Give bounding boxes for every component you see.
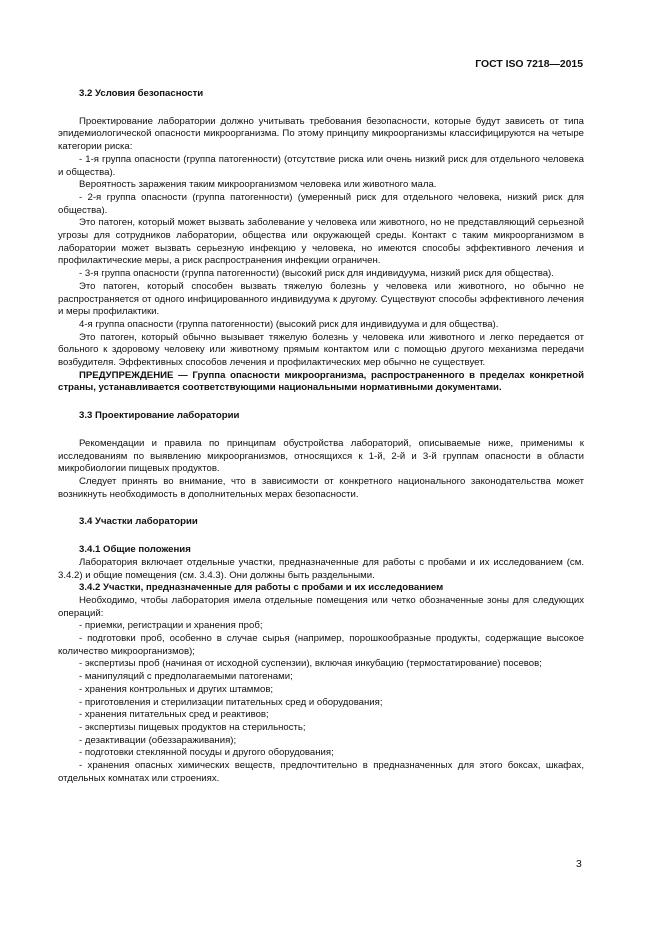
page-content	[58, 88, 584, 785]
subsection-heading-3-4-2: 3.4.2 Участки, предназначенные для работы с пробами и их исследованием	[79, 582, 444, 594]
paragraph: Это патоген, который способен вызвать тяжелую болезнь у человека или животного, но обычно не распространяется от одного инфицированного индивидуума к другому. Существуют способы эффективного лечения и меры профилактики.	[58, 280, 584, 318]
paragraph: Необходимо, чтобы лаборатория имела отдельные помещения или четко обозначенные зоны для следующих операций:	[58, 594, 584, 619]
section-heading-3-2: 3.2 Условия безопасности	[79, 88, 204, 99]
list-item: - дезактивации (обеззараживания);	[79, 734, 237, 746]
list-item: - хранения контрольных и других штаммов;	[79, 683, 274, 695]
paragraph: Это патоген, который обычно вызывает тяжелую болезнь у человека или животного и легко передается от больного к здоровому человеку или животному прямым контактом или с помощью другого механизма передачи возбудителя. Эффективных способов лечения и профилактических мер обычно не существует.	[58, 331, 584, 369]
paragraph: Следует принять во внимание, что в зависимости от конкретного национального законодательства может возникнуть необходимость в дополнительных мерах безопасности.	[58, 475, 584, 500]
list-item: - приготовления и стерилизации питательных сред и оборудования;	[79, 696, 383, 708]
paragraph: 4-я группа опасности (группа патогенности) (высокий риск для индивидуума и для общества).	[79, 318, 499, 330]
paragraph: - 1-я группа опасности (группа патогенности) (отсутствие риска или очень низкий риск для отдельного человека и общества).	[58, 153, 584, 178]
list-item: - подготовки стеклянной посуды и другого оборудования;	[79, 747, 334, 759]
section-heading-3-4: 3.4 Участки лаборатории	[79, 516, 198, 528]
paragraph: Это патоген, который может вызвать заболевание у человека или животного, но не представляющий серьезной угрозы для сотрудников лаборатории, общества или окружающей среды. Контакт с таким микроорганизмом в лаборатории может вызвать серьезную инфекцию у человека, но имеются способы эффективного лечения и профилактические меры, а риск распространения инфекции ограничен.	[58, 217, 584, 267]
list-item: - хранения питательных сред и реактивов;	[79, 709, 269, 721]
paragraph: Лаборатория включает отдельные участки, предназначенные для работы с пробами и их исследованием (см. 3.4.2) и общие помещения (см. 3.4.3). Они должны быть раздельными.	[58, 556, 584, 581]
warning-paragraph: ПРЕДУПРЕЖДЕНИЕ — Группа опасности микроорганизма, распространенного в пределах конкретной страны, устанавливается соответствующими национальными нормативными документами.	[58, 369, 584, 394]
standard-header: ГОСТ ISO 7218—2015	[475, 59, 583, 70]
list-item: - подготовки проб, особенно в случае сырья (например, порошкообразные продукты, содержащие высокое количество микроорганизмов);	[58, 633, 584, 657]
paragraph: Проектирование лаборатории должно учитывать требования безопасности, которые будут зависеть от типа эпидемиологической опасности микроорганизма. По этому принципу микроорганизмы классифицируются на четыре категории риска:	[58, 115, 584, 153]
paragraph: Вероятность заражения таким микроорганизмом человека или животного мала.	[79, 179, 437, 191]
list-item: - манипуляций с предполагаемыми патогенами;	[79, 671, 293, 683]
paragraph: - 3-я группа опасности (группа патогенности) (высокий риск для индивидуума, низкий риск для общества).	[79, 268, 554, 280]
subsection-heading-3-4-1: 3.4.1 Общие положения	[79, 544, 191, 556]
list-item: - экспертизы проб (начиная от исходной суспензии), включая инкубацию (термостатирование) посевов;	[79, 658, 542, 670]
paragraph: - 2-я группа опасности (группа патогенности) (умеренный риск для отдельного человека, низкий риск для общества).	[58, 191, 584, 216]
paragraph: Рекомендации и правила по принципам обустройства лабораторий, описываемые ниже, применимы к исследованиям по выявлению микроорганизмов, относящихся к 1-й, 2-й и 3-й группам опасности в области микробиологии пищевых продуктов.	[58, 437, 584, 475]
section-heading-3-3: 3.3 Проектирование лаборатории	[79, 410, 240, 422]
page-number: 3	[576, 859, 582, 870]
list-item: - приемки, регистрации и хранения проб;	[79, 620, 263, 632]
list-item: - экспертизы пищевых продуктов на стерильность;	[79, 721, 306, 733]
list-item: - хранения опасных химических веществ, предпочтительно в предназначенных для этого боксах, шкафах, отдельных комнатах или строениях.	[58, 760, 584, 784]
